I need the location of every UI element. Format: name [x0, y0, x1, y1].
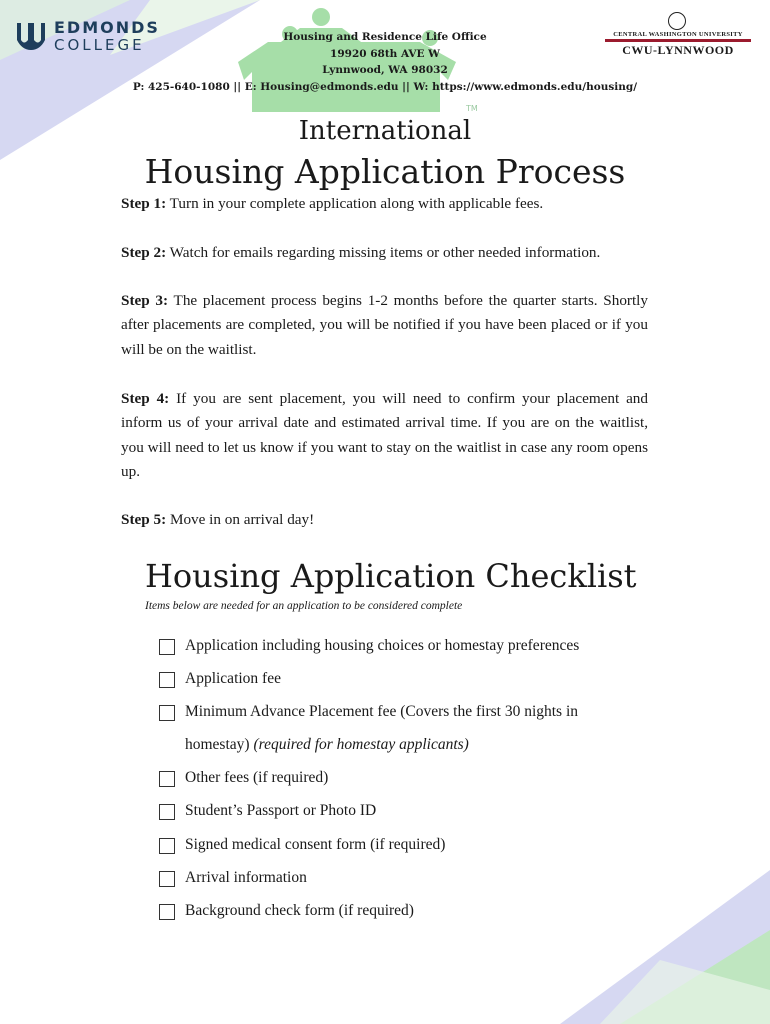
cwu-divider-bar: [605, 39, 751, 42]
office-address-street: 19920 68th AVE W: [330, 47, 440, 60]
trademark-mark: TM: [466, 104, 478, 113]
checkbox[interactable]: [159, 804, 175, 820]
step-text: Move in on arrival day!: [169, 511, 315, 528]
page-title: Housing Application Process: [144, 152, 626, 191]
step-item: [121, 289, 648, 362]
checklist-item-note: (required for homestay applicants): [253, 736, 469, 753]
step-label: Step 3:: [121, 292, 169, 309]
checkbox[interactable]: [159, 838, 175, 854]
checklist-title: Housing Application Checklist: [145, 557, 637, 595]
logo-line-edmonds: EDMONDS: [54, 18, 160, 37]
office-contact-line: P: 425-640-1080 || E: Housing@edmonds.edu || W: https://www.edmonds.edu/housing/: [132, 80, 638, 93]
checkbox[interactable]: [159, 771, 175, 787]
checklist-subtitle: Items below are needed for an application to be considered complete: [145, 600, 463, 612]
step-label: Step 1:: [121, 195, 167, 212]
checklist-item-text: Application fee: [185, 670, 281, 687]
cwu-seal-icon: [668, 12, 686, 30]
checkbox[interactable]: [159, 904, 175, 920]
logo-line-college: COLLEGE: [54, 36, 145, 54]
checklist-item-text: Background check form (if required): [185, 902, 414, 919]
checkbox[interactable]: [159, 871, 175, 887]
step-item: [121, 508, 648, 532]
step-text: Watch for emails regarding missing items or other needed information.: [169, 244, 601, 261]
step-label: Step 2:: [121, 244, 167, 261]
cwu-campus-name: CWU-LYNNWOOD: [622, 43, 734, 57]
checklist-item-text: Application including housing choices or homestay preferences: [185, 637, 580, 654]
checklist-item-text: Student’s Passport or Photo ID: [185, 802, 377, 819]
step-text: If you are sent placement, you will need to confirm your placement and inform us of your arrival date and estimated arrival time. If you are on the waitlist, you will need to let us know if you want to stay on the waitlist in case any room opens up.: [121, 390, 648, 480]
cwu-lynnwood-logo: [605, 12, 751, 58]
office-address-city: Lynnwood, WA 98032: [322, 64, 448, 76]
office-name: Housing and Residence Life Office: [283, 31, 487, 43]
checkbox[interactable]: [159, 639, 175, 655]
checklist-item-text: Signed medical consent form (if required): [185, 836, 446, 853]
step-label: Step 4:: [121, 390, 170, 407]
cwu-university-name: CENTRAL WASHINGTON UNIVERSITY: [613, 31, 743, 38]
step-text: Turn in your complete application along with applicable fees.: [169, 195, 544, 212]
office-contact-block: [130, 29, 640, 95]
page-title-international: International: [298, 116, 472, 146]
checklist-item-text: Other fees (if required): [185, 769, 329, 786]
checklist-item-text: Minimum Advance Placement fee (Covers the first 30 nights in homestay) (required for homestay applicants): [185, 703, 579, 753]
step-label: Step 5:: [121, 511, 167, 528]
edmonds-trident-icon: [14, 20, 48, 52]
checkbox[interactable]: [159, 705, 175, 721]
checkbox[interactable]: [159, 672, 175, 688]
step-text: The placement process begins 1-2 months before the quarter starts. Shortly after placements are completed, you will be notified if you have been placed or if you will be on the waitlist.: [121, 292, 648, 358]
step-item: [121, 241, 648, 265]
step-item: [121, 192, 648, 216]
step-item: [121, 387, 648, 484]
checklist-item-text: Arrival information: [185, 869, 307, 886]
